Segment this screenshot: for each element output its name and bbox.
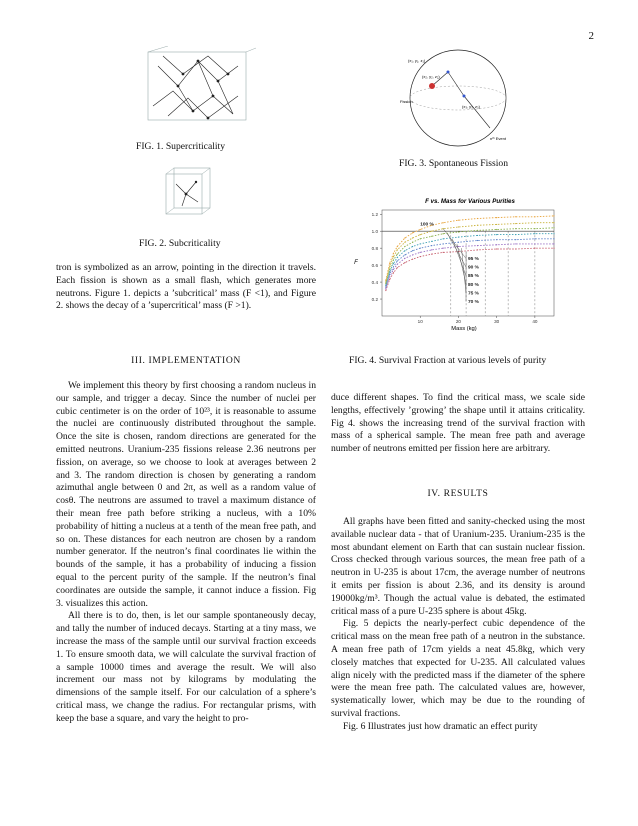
data-point [443, 238, 444, 239]
y-tick-label: 0.8 [371, 245, 378, 251]
data-point [393, 256, 394, 257]
implementation-paragraph-2: All there is to do, then, is let our sample spontaneously decay, and tally the number of induced decays. Starting at a tiny mass, we increase the mass of the sample until our survival fraction exceeds 1. To ensure smooth data, we will calculate the survival fraction of a sample 10000 times and average the result. We will also increment our mass not by kilograms by modulating the dimensions of the sample itself. For our calculation of a sphere’s critical mass, we change the radius. For rectangular prisms, with keep the base a square, and vary the height to pro- [56, 610, 316, 724]
data-point [458, 237, 459, 238]
data-point [412, 246, 413, 247]
data-point [553, 227, 554, 228]
fig4-caption: FIG. 4. Survival Fraction at various levels of purity [349, 355, 547, 366]
data-point [477, 218, 478, 219]
data-point [534, 228, 535, 229]
data-point [515, 228, 516, 229]
data-point [534, 216, 535, 217]
fig3-label-1: (x₁, y₁, z₁) [408, 58, 426, 63]
x-tick-label: 10 [417, 319, 423, 324]
data-point [389, 274, 390, 275]
data-point [515, 216, 516, 217]
data-point [431, 253, 432, 254]
left-intro-paragraph: tron is symbolized as an arrow, pointing in the direction it travels. Each fission is shown as a small flash, which generates more neutrons. Figure 1. depicts a ’subcritical’ mass (F <1), and Figure 2. shows the decay of a ’supercritical’ mass (F >1). [56, 262, 316, 312]
fig3-label-event: nᵗʰ Event [490, 136, 506, 141]
right-paragraph-continuation: duce different shapes. To find the critical mass, we scale side lengths, effectively ’growing’ the shape until it attains criticality. Fig 4. shows the increasing trend of the survival fraction with mass of a spherical sample. The mean free path and average number of neutrons emitted per fission here are arbitrary. [331, 392, 585, 455]
data-point [515, 239, 516, 240]
data-point [431, 245, 432, 246]
series-leader-line [452, 239, 466, 276]
fig3-label-fission: Fission [400, 99, 413, 104]
data-point [389, 271, 390, 272]
data-point [458, 226, 459, 227]
series-line-100-percent [386, 216, 554, 281]
data-point [515, 243, 516, 244]
data-point [515, 234, 516, 235]
data-point [553, 248, 554, 249]
data-point [420, 229, 421, 230]
data-point [515, 248, 516, 249]
series-label: 100 % [420, 222, 434, 228]
data-point [412, 259, 413, 260]
series-line-80-percent [386, 239, 554, 287]
chart-title: F vs. Mass for Various Purities [425, 198, 515, 205]
data-point [443, 233, 444, 234]
data-point [393, 259, 394, 260]
series-label: 80 % [468, 282, 479, 288]
data-point [393, 253, 394, 254]
data-point [420, 248, 421, 249]
data-point [420, 234, 421, 235]
data-point [393, 263, 394, 264]
data-point [534, 222, 535, 223]
series-label: 95 % [468, 257, 479, 262]
data-point [553, 243, 554, 244]
x-tick-label: 30 [494, 319, 500, 324]
fig1-caption: FIG. 1. Supercriticality [136, 141, 225, 152]
data-point [404, 237, 405, 238]
data-point [420, 256, 421, 257]
data-point [404, 242, 405, 243]
data-point [477, 240, 478, 241]
data-point [420, 243, 421, 244]
data-point [412, 232, 413, 233]
x-tick-label: 40 [532, 319, 538, 324]
y-tick-label: 1.0 [371, 229, 378, 234]
data-point [477, 235, 478, 236]
data-point [553, 222, 554, 223]
data-point [443, 243, 444, 244]
data-point [404, 246, 405, 247]
data-point [458, 220, 459, 221]
data-point [553, 233, 554, 234]
data-point [389, 276, 390, 277]
data-point [393, 269, 394, 270]
y-tick-label: 1.2 [371, 212, 378, 218]
series-leader-line [462, 248, 466, 293]
data-point [496, 244, 497, 245]
y-tick-label: 0.2 [371, 296, 378, 302]
data-point [443, 222, 444, 223]
data-point [397, 267, 398, 268]
data-point [393, 266, 394, 267]
data-point [385, 290, 386, 291]
series-label: 75 % [468, 291, 479, 297]
fig2-subcriticality-diagram [162, 164, 214, 220]
data-point [496, 248, 497, 249]
data-point [431, 241, 432, 242]
data-point [477, 225, 478, 226]
fig2-caption: FIG. 2. Subcriticality [139, 238, 221, 249]
data-point [477, 245, 478, 246]
fig4-survival-fraction-chart [346, 194, 568, 334]
chart-xlabel: Mass (kg) [451, 326, 477, 332]
data-point [515, 223, 516, 224]
data-point [458, 246, 459, 247]
data-point [389, 279, 390, 280]
results-paragraph-3: Fig. 6 Illustrates just how dramatic an effect purity [343, 720, 538, 732]
data-point [404, 254, 405, 255]
data-point [389, 266, 390, 267]
series-label: 85 % [468, 274, 479, 280]
data-point [443, 248, 444, 249]
data-point [404, 262, 405, 263]
data-point [412, 254, 413, 255]
data-point [431, 249, 432, 250]
data-point [404, 258, 405, 259]
page-number: 2 [588, 30, 594, 42]
data-point [397, 260, 398, 261]
data-point [420, 238, 421, 239]
y-tick-label: 0.6 [371, 262, 378, 268]
data-point [553, 238, 554, 239]
data-point [534, 233, 535, 234]
fig3-caption: FIG. 3. Spontaneous Fission [399, 158, 509, 169]
series-label: 70 % [468, 300, 479, 305]
section-heading-results: IV. RESULTS [427, 488, 489, 499]
data-point [397, 249, 398, 250]
data-point [404, 250, 405, 251]
data-point [397, 253, 398, 254]
data-point [412, 242, 413, 243]
data-point [412, 237, 413, 238]
results-paragraph-1: All graphs have been fitted and sanity-checked using the most available nuclear data - that of Uranium-235. Uranium-235 is the most abundant element on Earth that can sustain nuclear fission. Cross checked through various sources, the mean free path of a neutron in U-235 is about 17cm, the average number of neutrons it emits per fission is about 2.36, and its density is around 19000kg/m³. Though the actual value is debated, the estimated critical mass of a pure U-235 sphere is about 45kg. [331, 516, 585, 617]
x-tick-label: 20 [455, 319, 462, 324]
data-point [431, 231, 432, 232]
series-leader-line [448, 234, 466, 267]
data-point [496, 229, 497, 230]
y-tick-label: 0.4 [371, 279, 378, 285]
results-paragraph-2: Fig. 5 depicts the nearly-perfect cubic dependence of the critical mass on the mean free path of a neutron in the substance. A mean free path of 17cm yields a neat 45.8kg, which very closely matches that expected for U-235. All calculated values align nicely with the predicted mass if the diameter of the sphere were the mean free path. The calculated values are, however, systematically lower, which may be due to the rounding of survival fractions. [331, 618, 585, 719]
implementation-paragraph-1: We implement this theory by first choosing a random nucleus in our sample, and trigger a decay. Since the number of nuclei per cubic centimeter is on the order of 10²³, it is reasonable to assume the nuclei are continuously distributed throughout the sample. Once the site is chosen, random directions are generated for the emitted neutrons. Uranium-235 fissions release 2.36 neutrons per fission, on average, so we choose to look at averages between 2 and 3. The random direction is chosen by generating a random azimuthal angle between 0 and 2π, as well as a random value of cosθ. The neutrons are assumed to travel a maximum distance of their mean free path before striking a nucleus, with a 10% probability of hitting a nucleus at a tenth of the mean free path, and so on. These distances for each neutron are chosen by a random number generator. If the neutron’s final coordinates lie within the bounds of the sample, it has a probability of inducing a fission equal to the percent purity of the sample. If the neutron’s final coordinates are outside the sample, it cannot induce a fission. Fig 3. visualizes this action. [56, 380, 316, 609]
data-point [496, 217, 497, 218]
data-point [397, 257, 398, 258]
data-point [534, 243, 535, 244]
data-point [553, 215, 554, 216]
data-point [496, 239, 497, 240]
series-label: 90 % [468, 265, 479, 271]
data-point [534, 248, 535, 249]
fig3-label-3: (x₃, y₃, z₃) [462, 104, 480, 109]
data-point [389, 269, 390, 270]
data-point [496, 224, 497, 225]
data-point [393, 272, 394, 273]
data-point [534, 238, 535, 239]
fig3-label-2: (x₂, y₂, z₂) [422, 74, 440, 79]
data-point [477, 230, 478, 231]
fig3-spontaneous-fission-diagram [392, 46, 524, 148]
data-point [496, 234, 497, 235]
chart-ylabel: F [354, 260, 358, 266]
data-point [397, 264, 398, 265]
data-point [431, 236, 432, 237]
data-point [458, 242, 459, 243]
data-point [397, 246, 398, 247]
data-point [443, 252, 444, 253]
data-point [420, 252, 421, 253]
data-point [389, 263, 390, 264]
data-point [458, 231, 459, 232]
series-line-95-percent [386, 223, 554, 282]
section-heading-implementation: III. IMPLEMENTATION [131, 355, 241, 366]
fig1-supercriticality-diagram [138, 46, 258, 126]
data-point [412, 250, 413, 251]
data-point [477, 249, 478, 250]
